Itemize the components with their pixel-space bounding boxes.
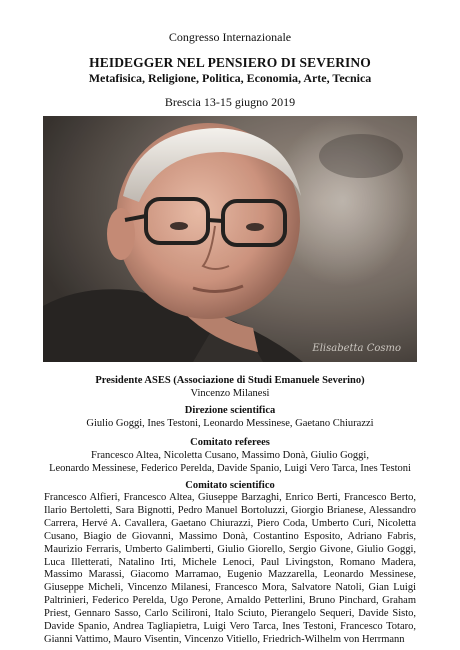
- event-kicker: Congresso Internazionale: [168, 30, 292, 44]
- referees-heading: Comitato referees: [190, 437, 270, 448]
- referees-line-2: Leonardo Messinese, Federico Perelda, Davide Spanio, Luigi Vero Tarca, Ines Testoni: [49, 463, 411, 474]
- president-section: [0, 374, 460, 400]
- president-heading: Presidente ASES (Associazione di Studi Emanuele Severino): [95, 375, 365, 386]
- direction-section: [0, 404, 460, 430]
- event-title: HEIDEGGER NEL PENSIERO DI SEVERINO: [89, 55, 371, 70]
- scientific-section: [0, 479, 460, 492]
- referees-line-1: Francesco Altea, Nicoletta Cusano, Massimo Donà, Giulio Goggi,: [91, 450, 369, 461]
- direction-heading: Direzione scientifica: [184, 405, 276, 416]
- event-subtitle: Metafisica, Religione, Politica, Economia, Arte, Tecnica: [88, 71, 372, 85]
- portrait-photo: [43, 116, 417, 362]
- president-name: Vincenzo Milanesi: [190, 388, 270, 399]
- scientific-heading: Comitato scientifico: [185, 480, 275, 491]
- referees-section: [0, 436, 460, 475]
- scientific-names: Francesco Alfieri, Francesco Altea, Giuseppe Barzaghi, Enrico Berti, Francesco Berto, Ilario Bertoletti, Sara Bignotti, Pedro Manuel Bortoluzzi, Giorgio Brianese, Alessandro Carrera, Hervé A. Cavallera, Gaetano Chiurazzi, Piero Coda, Umberto Curi, Nicoletta Cusano, Biagio de Giovanni, Massimo Donà, Costantino Esposito, Adriano Fabris, Maurizio Ferraris, Umberto Galimberti, Giulio Giorello, Sergio Givone, Giulio Goggi, Luca Illetterati, Natalino Irti, Michele Lenoci, Paul Livingston, Romano Madera, Massimo Marassi, Giacomo Marramao, Eugenio Mazzarella, Leonardo Messinese, Giuseppe Micheli, Vincenzo Milanesi, Francesco Mora, Salvatore Natoli, Gian Luigi Paltrinieri, Federico Perelda, Ugo Perone, Arnaldo Petterlini, Bruno Pinchard, Graham Priest, Gennaro Sasso, Carlo Scilironi, Italo Sciuto, Pierangelo Sequeri, Davide Sisto, Davide Spanio, Andrea Tagliapietra, Luigi Vero Tarca, Ines Testoni, Francesco Totaro, Gianni Vattimo, Mauro Visentin, Vincenzo Vitiello, Friedrich-Wilhelm von Herrmann: [44, 492, 416, 645]
- direction-names: Giulio Goggi, Ines Testoni, Leonardo Messinese, Gaetano Chiurazzi: [86, 418, 374, 429]
- event-dates: Brescia 13-15 giugno 2019: [164, 95, 296, 109]
- photographer-signature: Elisabetta Cosmo: [312, 343, 401, 354]
- portrait-illustration: [43, 116, 417, 362]
